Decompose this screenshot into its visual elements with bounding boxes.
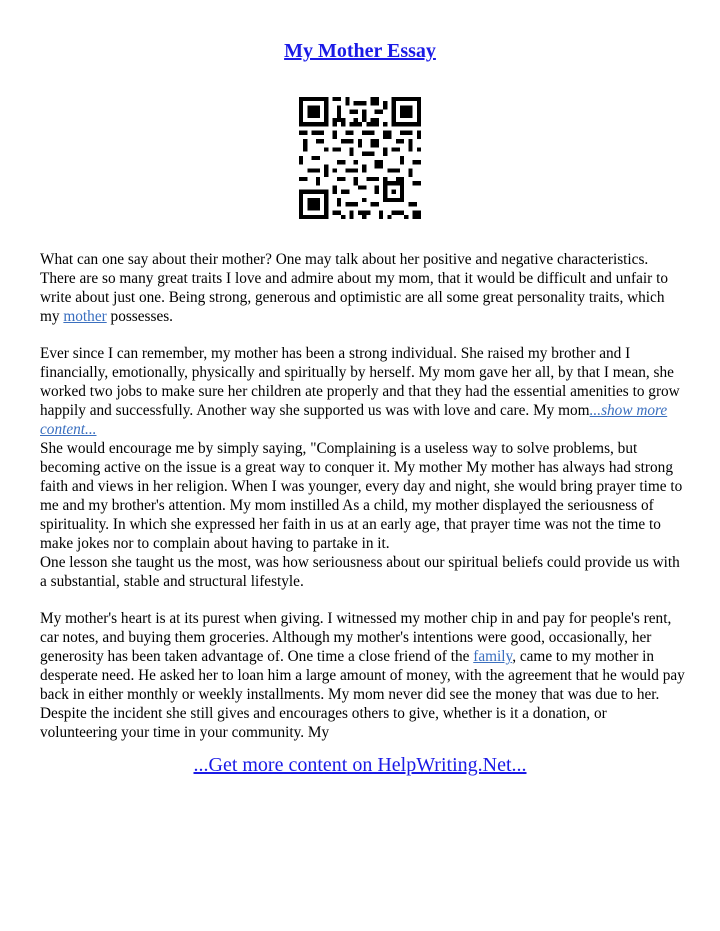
paragraph-5 <box>40 609 685 742</box>
paragraph-3: She would encourage me by simply saying, "Complaining is a useless way to solve problems, but becoming active on the issue is a great way to conquer it. My mother My mother has always had strong faith and views in her religion. When I was younger, every day and night, she would bring prayer time to me and my brother's attention. My mom instilled As a child, my mother displayed the seriousness of spirituality. In which she expressed her faith in us at an early age, that prayer time was not the time to make jokes nor to complain about having to partake in it. <box>40 440 683 552</box>
paragraph-2-text: Ever since I can remember, my mother has been a strong individual. She raised my brother and I financially, emotionally, physically and spiritually by herself. My mom gave her all, by that I mean, she worked two jobs to make sure her children ate properly and that they had the essential amenities to grow happily and successfully. Another way she supported us was with love and care. My mom <box>40 345 680 419</box>
paragraph-5-text: My mother's heart is at its purest when giving. I witnessed my mother chip in and pay for people's rent, car notes, and buying them groceries. Although my mother's intentions were good, occasionally, her generosity has been taken advantage of. One time a close friend of the <box>40 610 672 665</box>
family-link[interactable]: family <box>473 648 513 665</box>
paragraph-4: One lesson she taught us the most, was how seriousness about our spiritual beliefs could provide us with a substantial, stable and structural lifestyle. <box>40 554 680 590</box>
paragraph-5-end: , came to my mother in desperate need. He asked her to loan him a large amount of money, with the agreement that he would pay back in either monthly or weekly installments. My mom never did see the money that was due to her. Despite the incident she still gives and encourages others to give, whether is it a donation, or volunteering your time in your community. My <box>40 648 685 741</box>
page-title <box>0 40 720 63</box>
paragraph-2 <box>40 344 685 439</box>
paragraph-1 <box>40 250 685 326</box>
show-more-link[interactable]: ...show more content... <box>40 402 668 438</box>
qr-code-icon <box>299 97 421 219</box>
essay-body <box>40 250 685 742</box>
title-link[interactable]: My Mother Essay <box>284 40 436 62</box>
paragraph-1-text: What can one say about their mother? One may talk about her positive and negative characteristics. There are so many great traits I love and admire about my mom, that it would be difficult and unfair to write about just one. Being strong, generous and optimistic are all some great personality traits, which my <box>40 251 668 325</box>
paragraph-1-end: possesses. <box>106 308 174 325</box>
mother-link[interactable]: mother <box>63 308 107 325</box>
get-more-content <box>0 754 720 777</box>
get-more-content-link[interactable]: ...Get more content on HelpWriting.Net... <box>193 754 527 776</box>
